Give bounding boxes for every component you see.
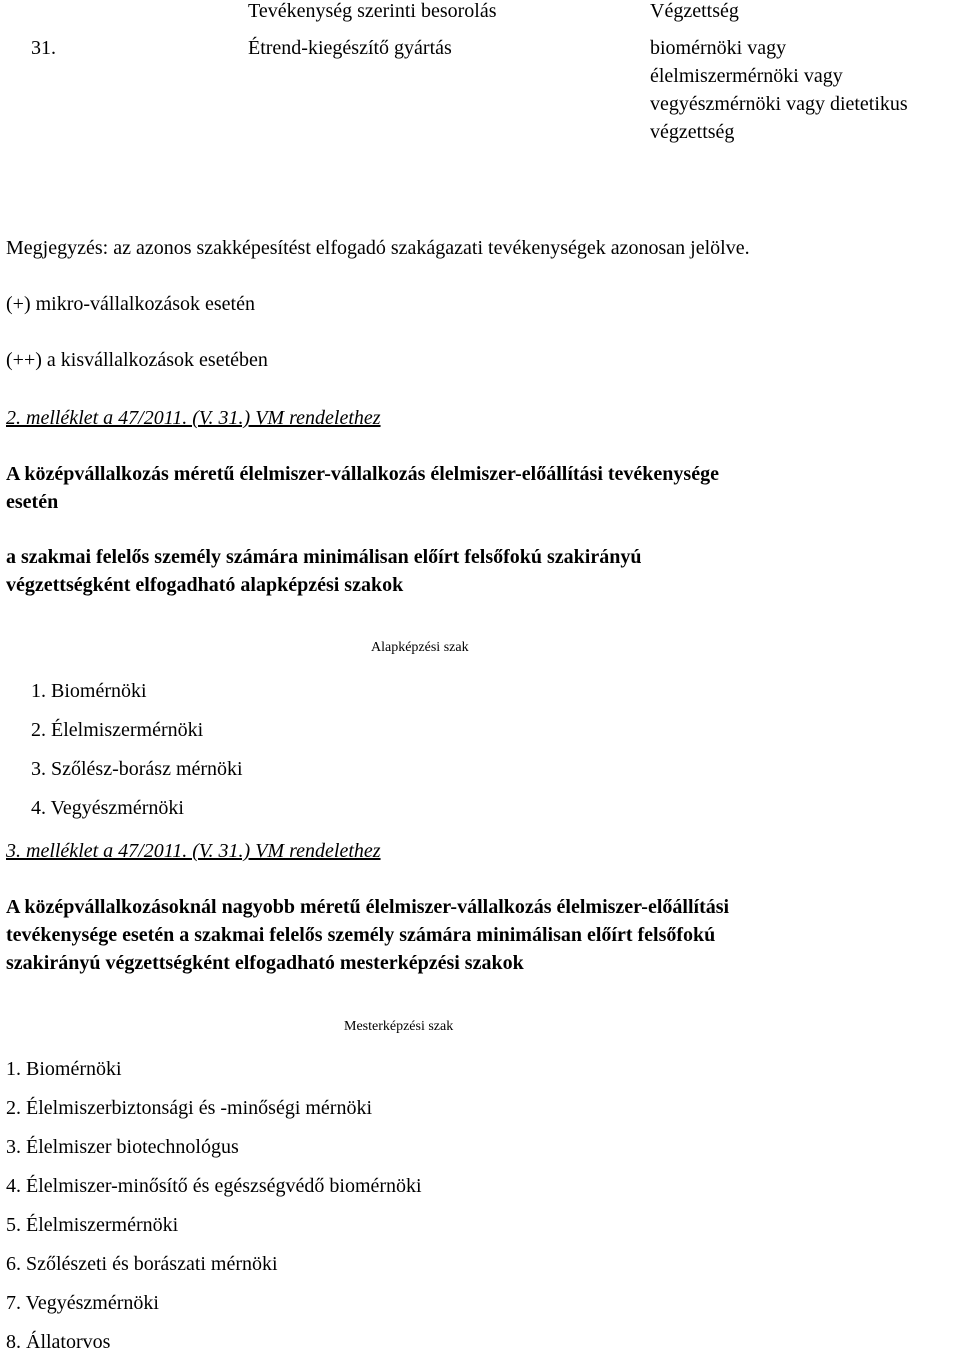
- education-line: vegyészmérnöki vagy dietetikus: [650, 93, 908, 115]
- annex2-list: [31, 672, 243, 828]
- table-header-activity: Tevékenység szerinti besorolás: [248, 0, 497, 22]
- annex2-title-line: A középvállalkozás méretű élelmiszer-vállalkozás élelmiszer-előállítási tevékenysége: [6, 463, 719, 485]
- list-item: 3. Szőlész-borász mérnöki: [31, 758, 243, 780]
- annex2-subtitle-line: a szakmai felelős személy számára minimálisan előírt felsőfokú szakirányú: [6, 546, 642, 568]
- annex2-title-line: esetén: [6, 491, 59, 513]
- table-row-education: [650, 34, 908, 146]
- annex3-list-header: Mesterképzési szak: [344, 1019, 454, 1034]
- annex2-subtitle: [6, 543, 642, 599]
- education-line: biomérnöki vagy: [650, 37, 787, 59]
- annex3-title-line: szakirányú végzettségként elfogadható mesterképzési szakok: [6, 952, 524, 974]
- annex3-title-line: tevékenysége esetén a szakmai felelős személy számára minimálisan előírt felsőfokú: [6, 924, 716, 946]
- annex3-heading: 3. melléklet a 47/2011. (V. 31.) VM rendelethez: [6, 840, 381, 862]
- list-item: 8. Állatorvos: [6, 1331, 111, 1353]
- table-header-education: Végzettség: [650, 0, 739, 22]
- list-item: 2. Élelmiszerbiztonsági és -minőségi mérnöki: [6, 1097, 373, 1119]
- annex2-heading: 2. melléklet a 47/2011. (V. 31.) VM rendelethez: [6, 407, 381, 429]
- table-row-activity: Étrend-kiegészítő gyártás: [248, 37, 452, 59]
- note-text: Megjegyzés: az azonos szakképesítést elfogadó szakágazati tevékenységek azonosan jelölve.: [6, 237, 750, 259]
- education-line: végzettség: [650, 121, 735, 143]
- list-item: 4. Élelmiszer-minősítő és egészségvédő biomérnöki: [6, 1175, 422, 1197]
- list-item: 2. Élelmiszermérnöki: [31, 719, 204, 741]
- list-item: 1. Biomérnöki: [6, 1058, 122, 1080]
- annex2-list-header: Alapképzési szak: [371, 640, 469, 655]
- list-item: 5. Élelmiszermérnöki: [6, 1214, 179, 1236]
- annex2-title: [6, 460, 719, 516]
- list-item: 7. Vegyészmérnöki: [6, 1292, 159, 1314]
- annex2-subtitle-line: végzettségként elfogadható alapképzési szakok: [6, 574, 404, 596]
- annex3-title-line: A középvállalkozásoknál nagyobb méretű élelmiszer-vállalkozás élelmiszer-előállítási: [6, 896, 730, 918]
- annex3-list: [6, 1050, 422, 1362]
- list-item: 1. Biomérnöki: [31, 680, 147, 702]
- education-line: élelmiszermérnöki vagy: [650, 65, 843, 87]
- note-micro: (+) mikro-vállalkozások esetén: [6, 293, 255, 315]
- note-small: (++) a kisvállalkozások esetében: [6, 349, 268, 371]
- list-item: 3. Élelmiszer biotechnológus: [6, 1136, 239, 1158]
- table-row-number: 31.: [31, 37, 56, 59]
- list-item: 4. Vegyészmérnöki: [31, 797, 184, 819]
- annex3-title: [6, 893, 729, 977]
- list-item: 6. Szőlészeti és borászati mérnöki: [6, 1253, 278, 1275]
